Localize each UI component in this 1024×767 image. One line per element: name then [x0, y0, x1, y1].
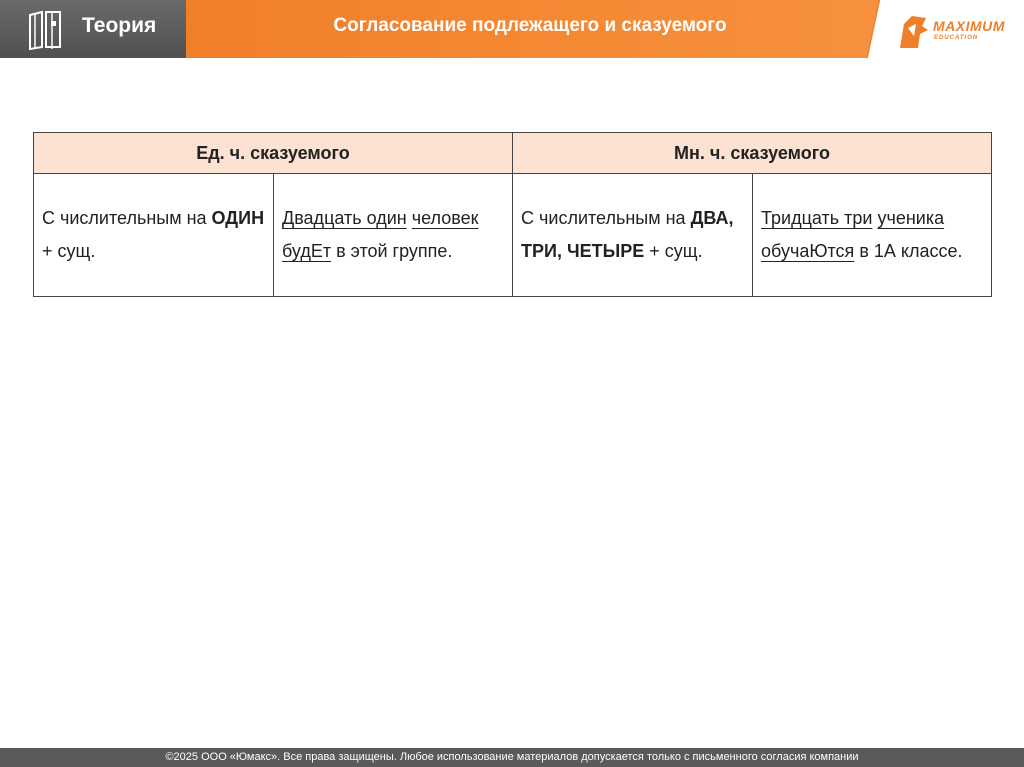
plural-example-rest: в 1А классе.: [859, 241, 963, 261]
plural-rule-cell: [513, 174, 753, 297]
plural-example-subject: Тридцать три: [761, 208, 873, 228]
section-title: Теория: [82, 14, 157, 37]
plural-example-cell: [753, 174, 992, 297]
singular-example-rest: в этой группе.: [336, 241, 453, 261]
singular-example-noun: человек: [411, 208, 479, 228]
header-section-panel: [0, 0, 186, 58]
header-singular: Ед. ч. сказуемого: [34, 133, 513, 174]
plural-example-predicate: обучаЮтся: [761, 241, 855, 261]
singular-rule-numeral: ОДИН: [211, 208, 265, 228]
header-plural: Мн. ч. сказуемого: [513, 133, 992, 174]
slide-header: [0, 0, 1024, 58]
agreement-rule-table: [33, 132, 992, 297]
singular-example-cell: [274, 174, 513, 297]
maximum-logo: [896, 12, 1020, 52]
singular-rule-suffix: + сущ.: [42, 241, 96, 261]
plural-example-noun: ученика: [877, 208, 945, 228]
singular-example-predicate: будЕт: [282, 241, 332, 261]
slide-title: Согласование подлежащего и сказуемого: [333, 15, 727, 36]
singular-rule-cell: [34, 174, 274, 297]
copyright-footer: ©2025 ООО «Юмакс». Все права защищены. Любое использование материалов допускается только с письменного согласия компании: [0, 748, 1024, 767]
table-row: [34, 174, 992, 297]
plural-rule-numerals: ДВА, ТРИ, ЧЕТЫРЕ: [521, 208, 734, 261]
logo-subtext: EDUCATION: [934, 35, 979, 41]
plural-rule-prefix: С числительным на: [521, 208, 686, 228]
open-book-icon: [26, 9, 72, 51]
logo-text: MAXIMUM: [933, 18, 1005, 34]
maximum-logo-mark-icon: [896, 12, 932, 52]
table-header-row: [34, 133, 992, 174]
singular-example-subject: Двадцать один: [282, 208, 407, 228]
plural-rule-suffix: + сущ.: [649, 241, 703, 261]
singular-rule-prefix: С числительным на: [42, 208, 207, 228]
